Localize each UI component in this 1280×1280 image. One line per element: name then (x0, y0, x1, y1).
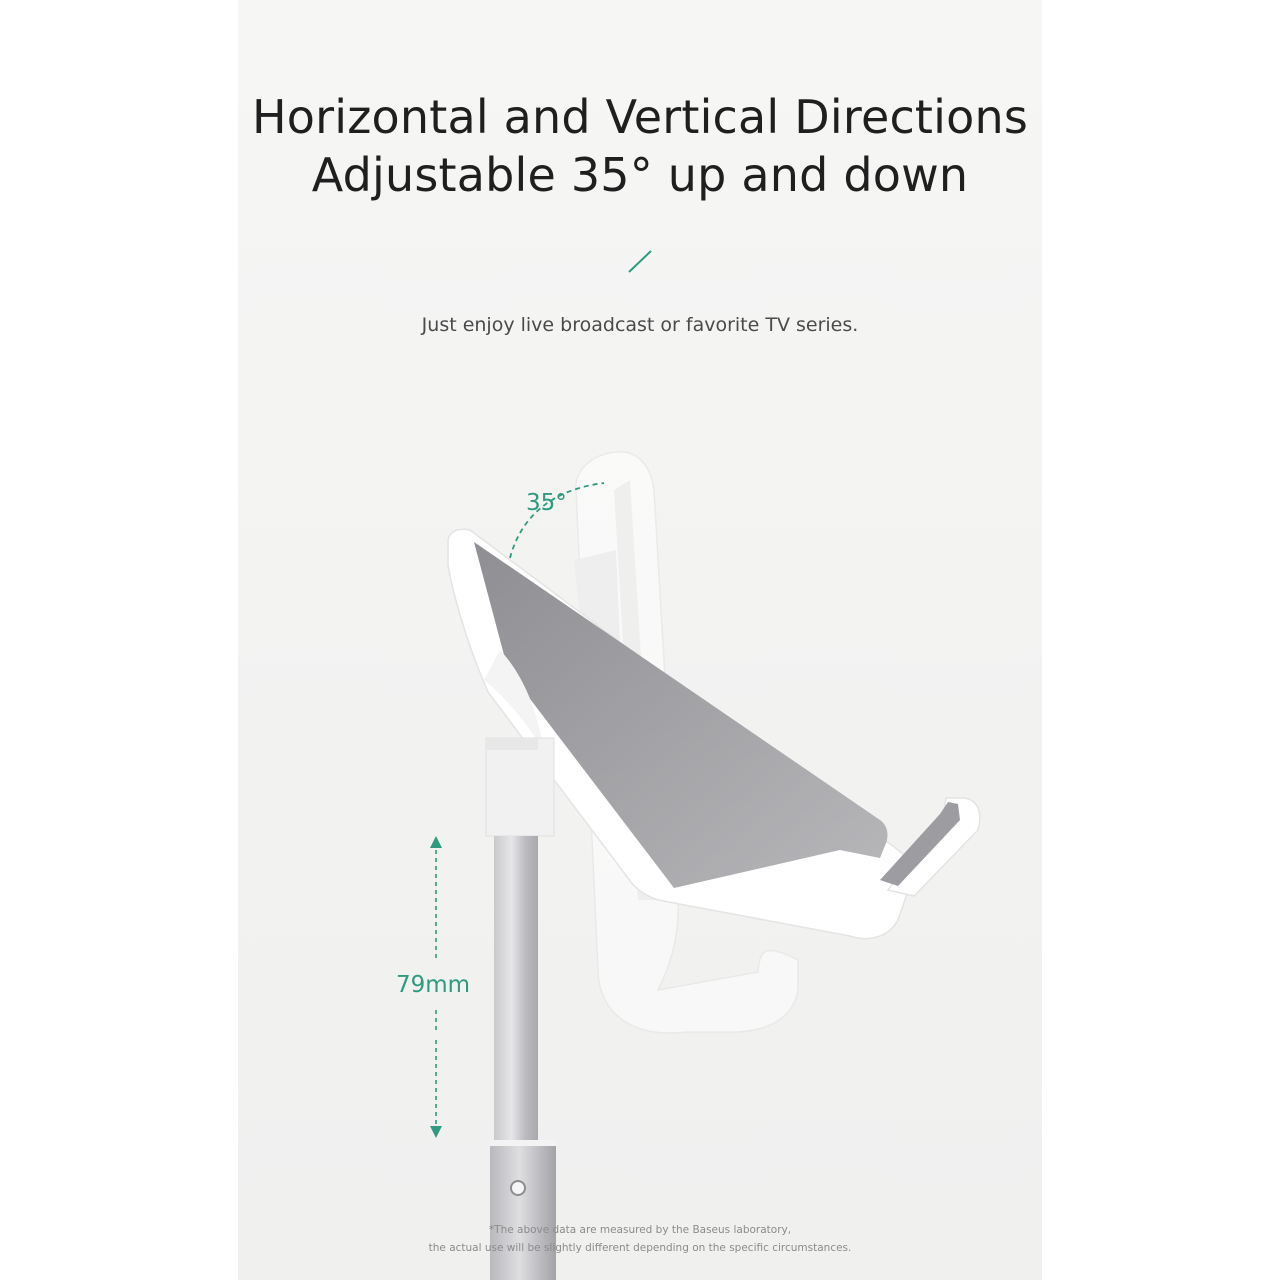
phone-stand-illustration (238, 380, 1042, 1280)
divider-slash-icon (626, 246, 656, 276)
lower-pole (478, 1140, 568, 1280)
disclaimer-line-2: the actual use will be slightly different depending on the specific circumstances. (428, 1242, 852, 1254)
feature-title-line-1: Horizontal and Vertical Directions (251, 90, 1029, 144)
feature-subtitle: Just enjoy live broadcast or favorite TV series. (421, 314, 859, 336)
disclaimer-line-1: *The above data are measured by the Baseus laboratory, (488, 1224, 792, 1236)
tilt-angle-label: 35° (526, 490, 567, 516)
feature-title-line-2: Adjustable 35° up and down (311, 148, 969, 202)
height-dimension-label: 79mm (396, 972, 471, 998)
